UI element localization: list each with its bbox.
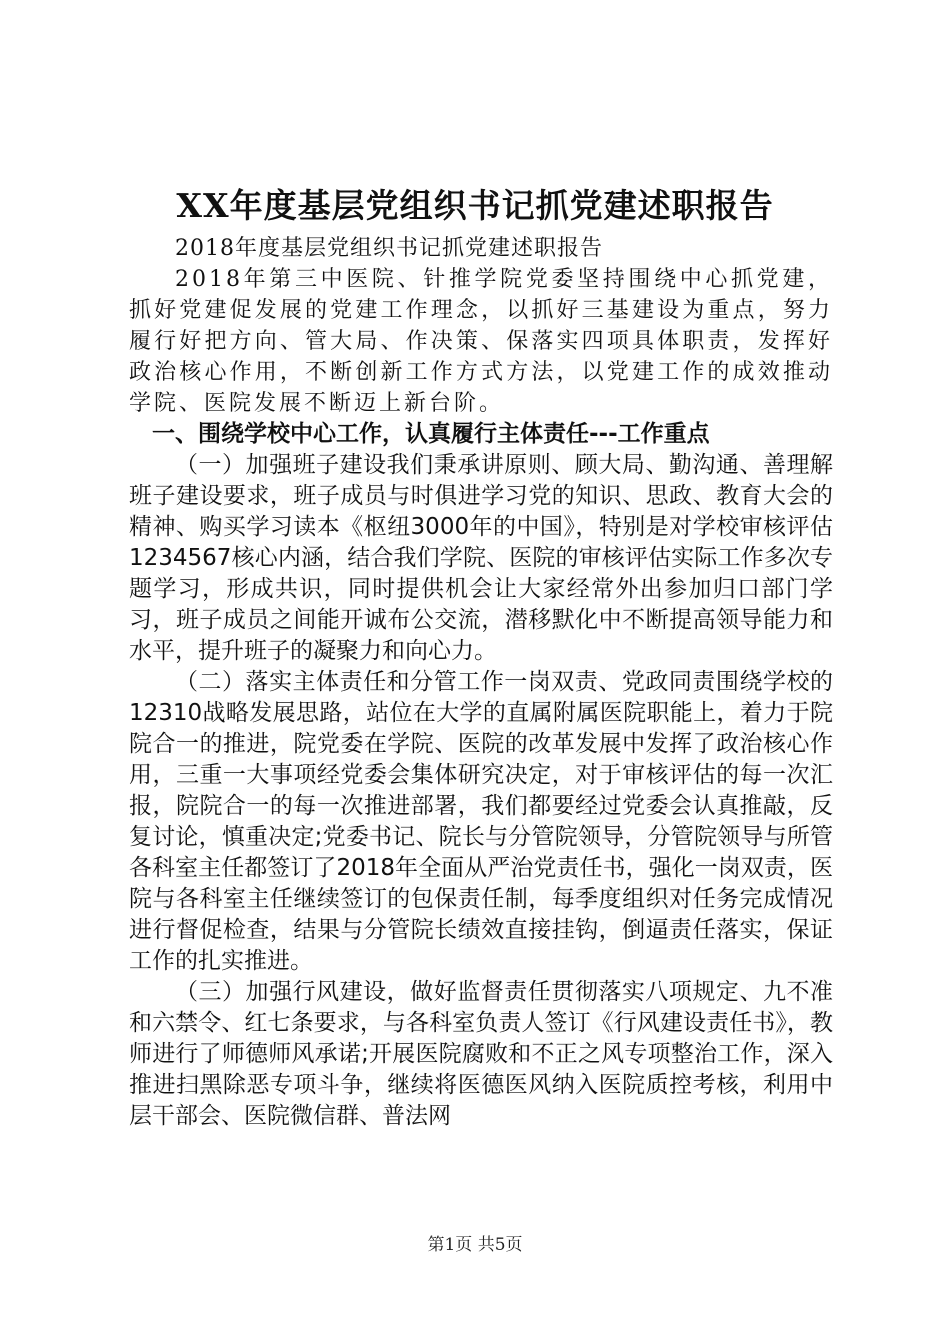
page-footer: 第1页 共5页 <box>427 1235 523 1255</box>
section-paragraph-3: （三）加强行风建设，做好监督责任贯彻落实八项规定、九不准和六禁令、红七条要求，与各科室负责人签订《行风建设责任书》，教师进行了师德师风承诺;开展医院腐败和不正之风专项整治工作，深入推进扫黑除恶专项斗争，继续将医德医风纳入医院质控考核，利用中层干部会、医院微信群、普法网 <box>129 979 833 1129</box>
document-subtitle: 2018年度基层党组织书记抓党建述职报告 <box>175 236 603 261</box>
document-title: XX年度基层党组织书记抓党建述职报告 <box>176 186 774 225</box>
section-paragraph-1: （一）加强班子建设我们秉承讲原则、顾大局、勤沟通、善理解班子建设要求，班子成员与时俱进学习党的知识、思政、教育大会的精神、购买学习读本《枢纽3000年的中国》，特别是对学校审核评估1234567核心内涵，结合我们学院、医院的审核评估实际工作多次专题学习，形成共识，同时提供机会让大家经常外出参加归口部门学习，班子成员之间能开诚布公交流，潜移默化中不断提高领导能力和水平，提升班子的凝聚力和向心力。 <box>129 452 833 664</box>
section-paragraph-2: （二）落实主体责任和分管工作一岗双责、党政同责围绕学校的12310战略发展思路，站位在大学的直属附属医院职能上，着力于院院合一的推进，院党委在学院、医院的改革发展中发挥了政治核心作用，三重一大事项经党委会集体研究决定，对于审核评估的每一次汇报，院院合一的每一次推进部署，我们都要经过党委会认真推敲，反复讨论，慎重决定;党委书记、院长与分管院领导，分管院领导与所管各科室主任都签订了2018年全面从严治党责任书，强化一岗双责，医院与各科室主任继续签订的包保责任制，每季度组织对任务完成情况进行督促检查，结果与分管院长绩效直接挂钩，倒逼责任落实，保证工作的扎实推进。 <box>129 669 833 974</box>
section-heading-1: 一、围绕学校中心工作，认真履行主体责任---工作重点 <box>152 421 710 447</box>
intro-paragraph: 2018年第三中医院、针推学院党委坚持围绕中心抓党建，抓好党建促发展的党建工作理念，以抓好三基建设为重点，努力履行好把方向、管大局、作决策、保落实四项具体职责，发挥好政治核心作用，不断创新工作方式方法，以党建工作的成效推动学院、医院发展不断迈上新台阶。 <box>129 267 833 416</box>
document-body <box>129 233 833 1132</box>
